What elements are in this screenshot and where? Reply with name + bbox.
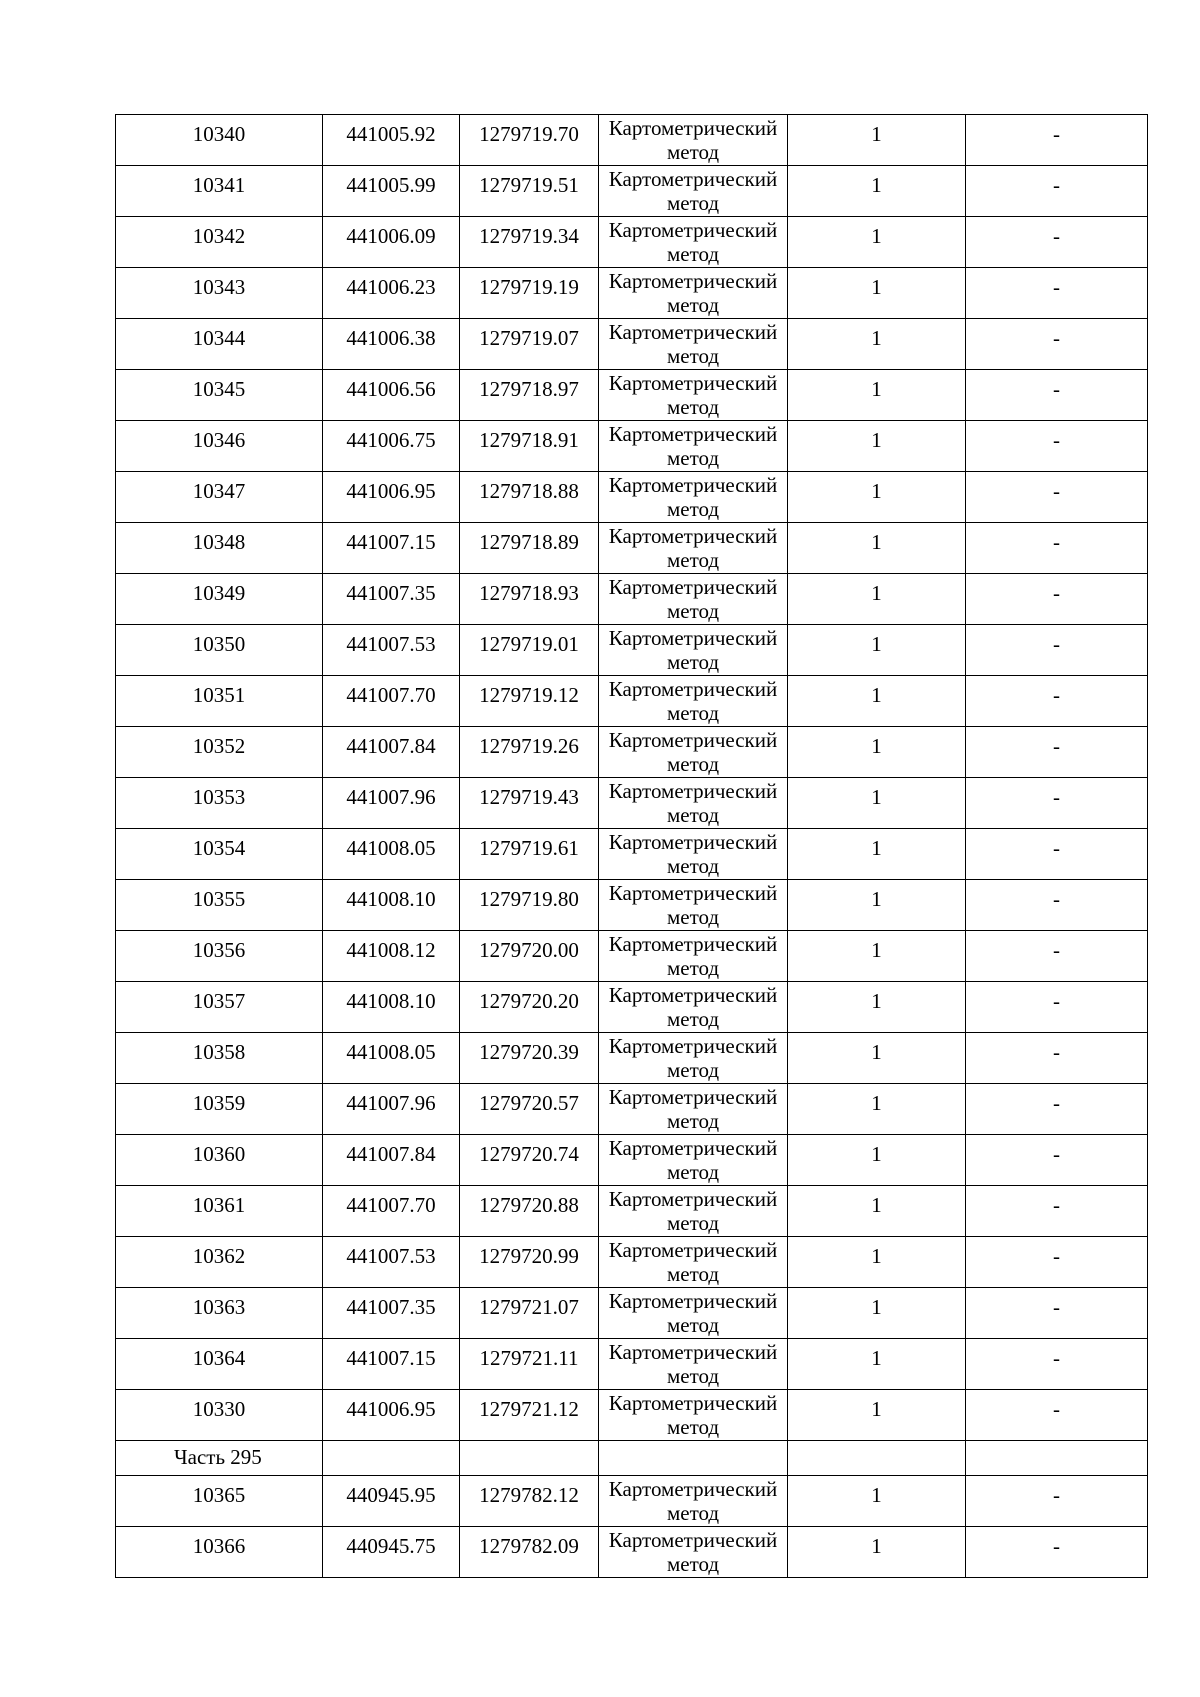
method-line-2: метод <box>666 191 720 215</box>
note-cell: - <box>966 1084 1148 1135</box>
precision-cell: 1 <box>788 1186 966 1237</box>
empty-cell <box>788 1441 966 1476</box>
x-coordinate-cell: 441008.10 <box>323 982 460 1033</box>
method-cell <box>599 829 788 880</box>
table-row <box>116 472 1148 523</box>
section-row <box>116 1441 1148 1476</box>
note-cell: - <box>966 727 1148 778</box>
y-coordinate-cell: 1279720.57 <box>460 1084 599 1135</box>
method-cell <box>599 1339 788 1390</box>
x-coordinate-cell: 441006.38 <box>323 319 460 370</box>
point-number-cell: 10330 <box>116 1390 323 1441</box>
point-number-cell: 10346 <box>116 421 323 472</box>
table-row <box>116 1476 1148 1527</box>
table-row <box>116 370 1148 421</box>
precision-cell: 1 <box>788 370 966 421</box>
x-coordinate-cell: 441008.05 <box>323 1033 460 1084</box>
point-number-cell: 10351 <box>116 676 323 727</box>
table-row <box>116 574 1148 625</box>
method-line-1: Картометрический <box>608 1034 778 1058</box>
point-number-cell: 10353 <box>116 778 323 829</box>
precision-cell: 1 <box>788 1476 966 1527</box>
y-coordinate-cell: 1279782.09 <box>460 1527 599 1578</box>
note-cell: - <box>966 217 1148 268</box>
x-coordinate-cell: 441007.15 <box>323 1339 460 1390</box>
method-line-2: метод <box>666 1058 720 1082</box>
point-number-cell: 10340 <box>116 115 323 166</box>
table-row <box>116 115 1148 166</box>
precision-cell: 1 <box>788 523 966 574</box>
y-coordinate-cell: 1279719.34 <box>460 217 599 268</box>
point-number-cell: 10362 <box>116 1237 323 1288</box>
x-coordinate-cell: 441006.56 <box>323 370 460 421</box>
method-cell <box>599 880 788 931</box>
precision-cell: 1 <box>788 625 966 676</box>
method-cell <box>599 217 788 268</box>
y-coordinate-cell: 1279718.88 <box>460 472 599 523</box>
note-cell: - <box>966 778 1148 829</box>
point-number-cell: 10342 <box>116 217 323 268</box>
method-line-2: метод <box>666 548 720 572</box>
point-number-cell: 10358 <box>116 1033 323 1084</box>
y-coordinate-cell: 1279719.01 <box>460 625 599 676</box>
table-row <box>116 1288 1148 1339</box>
method-cell <box>599 523 788 574</box>
table-row <box>116 166 1148 217</box>
method-cell <box>599 625 788 676</box>
method-line-2: метод <box>666 1415 720 1439</box>
note-cell: - <box>966 268 1148 319</box>
y-coordinate-cell: 1279721.11 <box>460 1339 599 1390</box>
method-cell <box>599 1186 788 1237</box>
method-line-1: Картометрический <box>608 1187 778 1211</box>
method-line-1: Картометрический <box>608 575 778 599</box>
precision-cell: 1 <box>788 268 966 319</box>
method-line-2: метод <box>666 1007 720 1031</box>
method-line-1: Картометрический <box>608 1477 778 1501</box>
table-row <box>116 217 1148 268</box>
note-cell: - <box>966 880 1148 931</box>
table-row <box>116 931 1148 982</box>
y-coordinate-cell: 1279720.88 <box>460 1186 599 1237</box>
point-number-cell: 10350 <box>116 625 323 676</box>
note-cell: - <box>966 1527 1148 1578</box>
point-number-cell: 10347 <box>116 472 323 523</box>
x-coordinate-cell: 441007.53 <box>323 1237 460 1288</box>
x-coordinate-cell: 441007.96 <box>323 1084 460 1135</box>
method-line-2: метод <box>666 140 720 164</box>
point-number-cell: 10341 <box>116 166 323 217</box>
table-row <box>116 319 1148 370</box>
y-coordinate-cell: 1279718.97 <box>460 370 599 421</box>
x-coordinate-cell: 441008.12 <box>323 931 460 982</box>
point-number-cell: 10359 <box>116 1084 323 1135</box>
x-coordinate-cell: 441007.35 <box>323 1288 460 1339</box>
point-number-cell: 10366 <box>116 1527 323 1578</box>
table-row <box>116 727 1148 778</box>
precision-cell: 1 <box>788 1390 966 1441</box>
precision-cell: 1 <box>788 1527 966 1578</box>
precision-cell: 1 <box>788 1288 966 1339</box>
point-number-cell: 10357 <box>116 982 323 1033</box>
x-coordinate-cell: 440945.75 <box>323 1527 460 1578</box>
method-line-2: метод <box>666 599 720 623</box>
method-line-1: Картометрический <box>608 830 778 854</box>
method-line-2: метод <box>666 956 720 980</box>
x-coordinate-cell: 441007.84 <box>323 727 460 778</box>
method-line-2: метод <box>666 344 720 368</box>
method-line-1: Картометрический <box>608 218 778 242</box>
table-row <box>116 268 1148 319</box>
x-coordinate-cell: 441008.10 <box>323 880 460 931</box>
x-coordinate-cell: 441005.92 <box>323 115 460 166</box>
note-cell: - <box>966 829 1148 880</box>
x-coordinate-cell: 441007.53 <box>323 625 460 676</box>
y-coordinate-cell: 1279719.07 <box>460 319 599 370</box>
method-line-1: Картометрический <box>608 422 778 446</box>
point-number-cell: 10365 <box>116 1476 323 1527</box>
method-cell <box>599 1476 788 1527</box>
note-cell: - <box>966 115 1148 166</box>
precision-cell: 1 <box>788 1339 966 1390</box>
note-cell: - <box>966 1288 1148 1339</box>
note-cell: - <box>966 472 1148 523</box>
table-row <box>116 676 1148 727</box>
table-row <box>116 1186 1148 1237</box>
y-coordinate-cell: 1279719.19 <box>460 268 599 319</box>
x-coordinate-cell: 441007.70 <box>323 676 460 727</box>
point-number-cell: 10345 <box>116 370 323 421</box>
method-line-1: Картометрический <box>608 1289 778 1313</box>
note-cell: - <box>966 982 1148 1033</box>
precision-cell: 1 <box>788 982 966 1033</box>
x-coordinate-cell: 441007.96 <box>323 778 460 829</box>
point-number-cell: 10354 <box>116 829 323 880</box>
point-number-cell: 10344 <box>116 319 323 370</box>
method-line-1: Картометрический <box>608 320 778 344</box>
x-coordinate-cell: 441006.95 <box>323 472 460 523</box>
method-cell <box>599 1084 788 1135</box>
precision-cell: 1 <box>788 931 966 982</box>
method-line-1: Картометрический <box>608 1528 778 1552</box>
precision-cell: 1 <box>788 319 966 370</box>
x-coordinate-cell: 441006.09 <box>323 217 460 268</box>
note-cell: - <box>966 625 1148 676</box>
note-cell: - <box>966 676 1148 727</box>
note-cell: - <box>966 1033 1148 1084</box>
method-line-1: Картометрический <box>608 728 778 752</box>
method-cell <box>599 370 788 421</box>
y-coordinate-cell: 1279719.43 <box>460 778 599 829</box>
table-row <box>116 1033 1148 1084</box>
method-line-1: Картометрический <box>608 473 778 497</box>
table-row <box>116 421 1148 472</box>
method-cell <box>599 1390 788 1441</box>
method-cell <box>599 727 788 778</box>
note-cell: - <box>966 1390 1148 1441</box>
y-coordinate-cell: 1279782.12 <box>460 1476 599 1527</box>
point-number-cell: 10360 <box>116 1135 323 1186</box>
method-cell <box>599 1033 788 1084</box>
precision-cell: 1 <box>788 421 966 472</box>
note-cell: - <box>966 1476 1148 1527</box>
method-line-1: Картометрический <box>608 626 778 650</box>
table-row <box>116 1339 1148 1390</box>
y-coordinate-cell: 1279720.00 <box>460 931 599 982</box>
point-number-cell: 10349 <box>116 574 323 625</box>
table-row <box>116 880 1148 931</box>
x-coordinate-cell: 441007.35 <box>323 574 460 625</box>
method-line-2: метод <box>666 1552 720 1576</box>
note-cell: - <box>966 166 1148 217</box>
x-coordinate-cell: 441006.23 <box>323 268 460 319</box>
method-line-2: метод <box>666 1364 720 1388</box>
note-cell: - <box>966 1186 1148 1237</box>
x-coordinate-cell: 441007.70 <box>323 1186 460 1237</box>
precision-cell: 1 <box>788 1135 966 1186</box>
y-coordinate-cell: 1279718.93 <box>460 574 599 625</box>
method-line-1: Картометрический <box>608 1391 778 1415</box>
method-line-2: метод <box>666 854 720 878</box>
note-cell: - <box>966 1135 1148 1186</box>
method-line-2: метод <box>666 1313 720 1337</box>
section-label: Часть 295 <box>116 1441 323 1476</box>
table-row <box>116 829 1148 880</box>
method-cell <box>599 931 788 982</box>
note-cell: - <box>966 523 1148 574</box>
method-line-2: метод <box>666 293 720 317</box>
note-cell: - <box>966 574 1148 625</box>
empty-cell <box>460 1441 599 1476</box>
note-cell: - <box>966 1237 1148 1288</box>
y-coordinate-cell: 1279719.26 <box>460 727 599 778</box>
table-row <box>116 1237 1148 1288</box>
method-line-2: метод <box>666 752 720 776</box>
method-line-1: Картометрический <box>608 269 778 293</box>
x-coordinate-cell: 441006.95 <box>323 1390 460 1441</box>
method-line-2: метод <box>666 803 720 827</box>
method-line-1: Картометрический <box>608 116 778 140</box>
method-line-1: Картометрический <box>608 1085 778 1109</box>
x-coordinate-cell: 440945.95 <box>323 1476 460 1527</box>
precision-cell: 1 <box>788 217 966 268</box>
y-coordinate-cell: 1279719.51 <box>460 166 599 217</box>
method-line-1: Картометрический <box>608 983 778 1007</box>
method-line-2: метод <box>666 395 720 419</box>
y-coordinate-cell: 1279719.12 <box>460 676 599 727</box>
point-number-cell: 10364 <box>116 1339 323 1390</box>
method-line-1: Картометрический <box>608 524 778 548</box>
empty-cell <box>599 1441 788 1476</box>
x-coordinate-cell: 441008.05 <box>323 829 460 880</box>
method-cell <box>599 676 788 727</box>
y-coordinate-cell: 1279719.70 <box>460 115 599 166</box>
table-row <box>116 982 1148 1033</box>
method-cell <box>599 268 788 319</box>
point-number-cell: 10361 <box>116 1186 323 1237</box>
method-line-2: метод <box>666 701 720 725</box>
precision-cell: 1 <box>788 1033 966 1084</box>
precision-cell: 1 <box>788 676 966 727</box>
method-cell <box>599 1237 788 1288</box>
table-body <box>116 115 1148 1578</box>
y-coordinate-cell: 1279719.61 <box>460 829 599 880</box>
method-line-2: метод <box>666 446 720 470</box>
method-cell <box>599 115 788 166</box>
y-coordinate-cell: 1279720.99 <box>460 1237 599 1288</box>
precision-cell: 1 <box>788 880 966 931</box>
method-cell <box>599 166 788 217</box>
method-cell <box>599 421 788 472</box>
method-line-2: метод <box>666 1262 720 1286</box>
note-cell: - <box>966 931 1148 982</box>
method-cell <box>599 1288 788 1339</box>
method-line-2: метод <box>666 650 720 674</box>
method-cell <box>599 1527 788 1578</box>
table-row <box>116 778 1148 829</box>
method-line-2: метод <box>666 1109 720 1133</box>
method-line-1: Картометрический <box>608 881 778 905</box>
point-number-cell: 10348 <box>116 523 323 574</box>
precision-cell: 1 <box>788 574 966 625</box>
note-cell: - <box>966 319 1148 370</box>
method-line-1: Картометрический <box>608 677 778 701</box>
table-row <box>116 1084 1148 1135</box>
point-number-cell: 10355 <box>116 880 323 931</box>
empty-cell <box>323 1441 460 1476</box>
method-line-1: Картометрический <box>608 1238 778 1262</box>
method-line-2: метод <box>666 497 720 521</box>
point-number-cell: 10356 <box>116 931 323 982</box>
x-coordinate-cell: 441007.15 <box>323 523 460 574</box>
method-line-2: метод <box>666 242 720 266</box>
precision-cell: 1 <box>788 727 966 778</box>
method-cell <box>599 472 788 523</box>
method-line-1: Картометрический <box>608 1136 778 1160</box>
note-cell: - <box>966 370 1148 421</box>
y-coordinate-cell: 1279720.39 <box>460 1033 599 1084</box>
coordinates-table <box>115 114 1148 1578</box>
table-row <box>116 1527 1148 1578</box>
precision-cell: 1 <box>788 166 966 217</box>
method-cell <box>599 574 788 625</box>
method-line-1: Картометрический <box>608 932 778 956</box>
y-coordinate-cell: 1279720.20 <box>460 982 599 1033</box>
empty-cell <box>966 1441 1148 1476</box>
y-coordinate-cell: 1279721.07 <box>460 1288 599 1339</box>
method-cell <box>599 319 788 370</box>
method-line-1: Картометрический <box>608 1340 778 1364</box>
precision-cell: 1 <box>788 778 966 829</box>
method-line-2: метод <box>666 905 720 929</box>
point-number-cell: 10363 <box>116 1288 323 1339</box>
method-line-2: метод <box>666 1501 720 1525</box>
point-number-cell: 10352 <box>116 727 323 778</box>
precision-cell: 1 <box>788 115 966 166</box>
note-cell: - <box>966 421 1148 472</box>
table-row <box>116 1390 1148 1441</box>
precision-cell: 1 <box>788 829 966 880</box>
precision-cell: 1 <box>788 1237 966 1288</box>
y-coordinate-cell: 1279718.91 <box>460 421 599 472</box>
method-cell <box>599 778 788 829</box>
table-row <box>116 1135 1148 1186</box>
precision-cell: 1 <box>788 472 966 523</box>
y-coordinate-cell: 1279721.12 <box>460 1390 599 1441</box>
note-cell: - <box>966 1339 1148 1390</box>
x-coordinate-cell: 441007.84 <box>323 1135 460 1186</box>
method-cell <box>599 982 788 1033</box>
x-coordinate-cell: 441005.99 <box>323 166 460 217</box>
method-line-2: метод <box>666 1211 720 1235</box>
method-line-1: Картометрический <box>608 167 778 191</box>
y-coordinate-cell: 1279719.80 <box>460 880 599 931</box>
point-number-cell: 10343 <box>116 268 323 319</box>
precision-cell: 1 <box>788 1084 966 1135</box>
method-line-2: метод <box>666 1160 720 1184</box>
x-coordinate-cell: 441006.75 <box>323 421 460 472</box>
table-row <box>116 625 1148 676</box>
y-coordinate-cell: 1279720.74 <box>460 1135 599 1186</box>
table-row <box>116 523 1148 574</box>
y-coordinate-cell: 1279718.89 <box>460 523 599 574</box>
method-line-1: Картометрический <box>608 371 778 395</box>
method-cell <box>599 1135 788 1186</box>
method-line-1: Картометрический <box>608 779 778 803</box>
